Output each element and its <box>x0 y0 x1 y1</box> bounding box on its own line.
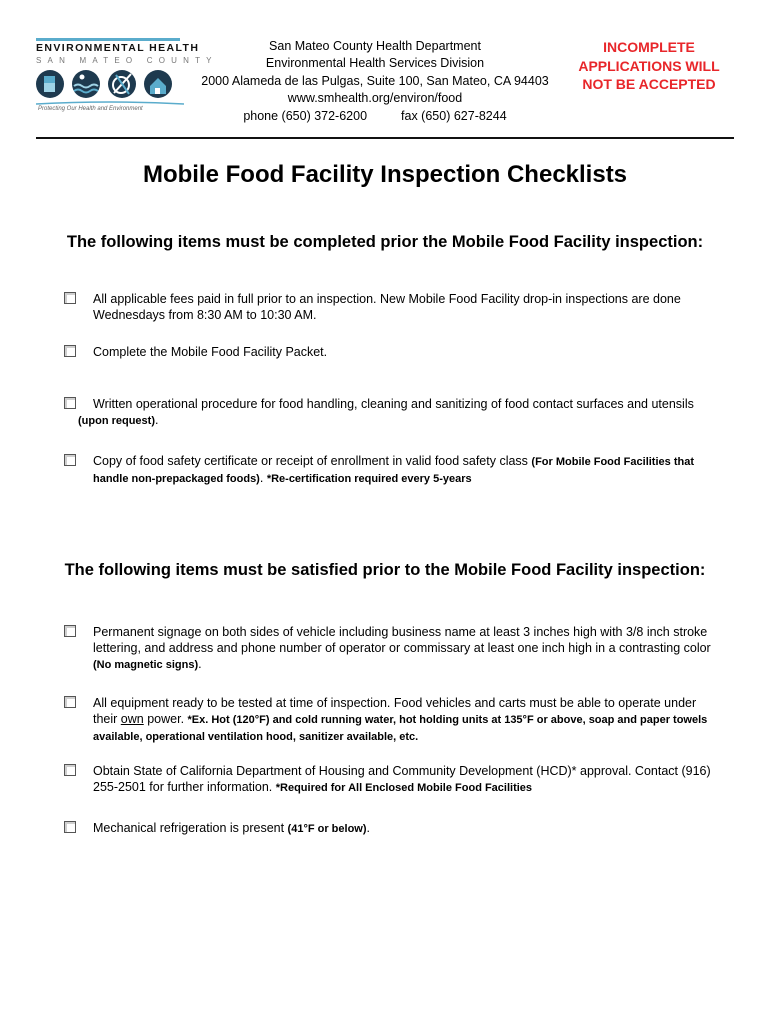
header-divider <box>36 137 734 139</box>
checklist-item-text: Copy of food safety certificate or receipt of enrollment in valid food safety class (For Mobile Food Facilities that handle non-prepackaged foods). *Re-certification required every 5-years <box>93 454 694 485</box>
water-waves-icon <box>72 70 100 98</box>
logo-tagline: Protecting Our Health and Environment <box>38 106 143 112</box>
agency-address: 2000 Alameda de las Pulgas, Suite 100, San Mateo, CA 94403 <box>201 73 549 88</box>
page-title: Mobile Food Facility Inspection Checklists <box>142 161 628 188</box>
checklist-item-text: Permanent signage on both sides of vehicle including business name at least 3 inches high with 3/8 inch stroke lettering, and address and phone number of operator or commissary at least one inch high in a contrasting color (No magnetic signs). <box>93 625 711 671</box>
checklist-item-text: Written operational procedure for food handling, cleaning and sanitizing of food contact surfaces and utensils (upon request). <box>78 397 694 427</box>
agency-website: www.smhealth.org/environ/food <box>287 91 463 106</box>
logo-subtitle: SAN MATEO COUNTY <box>36 56 218 65</box>
logo-accent-bar <box>36 38 180 41</box>
section-1-heading: The following items must be completed prior the Mobile Food Facility inspection: <box>66 233 704 251</box>
checkbox[interactable] <box>64 696 76 708</box>
environmental-health-logo <box>36 38 218 118</box>
division-name: Environmental Health Services Division <box>265 56 485 71</box>
plate-utensils-icon <box>108 70 136 98</box>
agency-contact-block <box>190 38 560 125</box>
agency-phone: phone (650) 372-6200 <box>243 108 368 123</box>
checkbox[interactable] <box>64 764 76 776</box>
agency-name: San Mateo County Health Department <box>269 39 481 53</box>
checklist-item-text: Mechanical refrigeration is present (41°F or below). <box>93 821 370 835</box>
checkbox[interactable] <box>64 625 76 637</box>
logo-icons <box>36 68 184 110</box>
checklist-item-text: Complete the Mobile Food Facility Packet. <box>93 345 328 359</box>
water-glass-icon <box>36 70 64 98</box>
warning-line-3: NOT BE ACCEPTED <box>582 76 716 92</box>
warning-line-2: APPLICATIONS WILL <box>578 57 720 74</box>
incomplete-applications-warning <box>566 38 732 94</box>
checklist-item-text: Obtain State of California Department of Housing and Community Development (HCD)* approval. Contact (916) 255-2501 for further information. *Required for All Enclosed Mobile Food Facilities <box>93 764 711 794</box>
agency-phone-fax <box>190 108 560 125</box>
checkbox[interactable] <box>64 292 76 304</box>
house-icon <box>144 70 172 98</box>
agency-fax: fax (650) 627-8244 <box>401 108 507 123</box>
checkbox[interactable] <box>64 454 76 466</box>
checklist-item-text: All applicable fees paid in full prior to an inspection. New Mobile Food Facility drop-in inspections are done Wednesdays from 8:30 AM to 10:30 AM. <box>93 292 681 322</box>
section-2-heading: The following items must be satisfied prior to the Mobile Food Facility inspection: <box>64 561 706 579</box>
checkbox[interactable] <box>64 821 76 833</box>
checkbox[interactable] <box>64 397 76 409</box>
checkbox[interactable] <box>64 345 76 357</box>
warning-line-1: INCOMPLETE <box>603 39 695 55</box>
logo-title: ENVIRONMENTAL HEALTH <box>36 42 200 54</box>
checklist-item-text: All equipment ready to be tested at time of inspection. Food vehicles and carts must be able to operate under their own power. *Ex. Hot (120°F) and cold running water, hot holding units at 135°F or above, soap and paper towels available, operational ventilation hood, sanitizer available, etc. <box>93 696 708 743</box>
